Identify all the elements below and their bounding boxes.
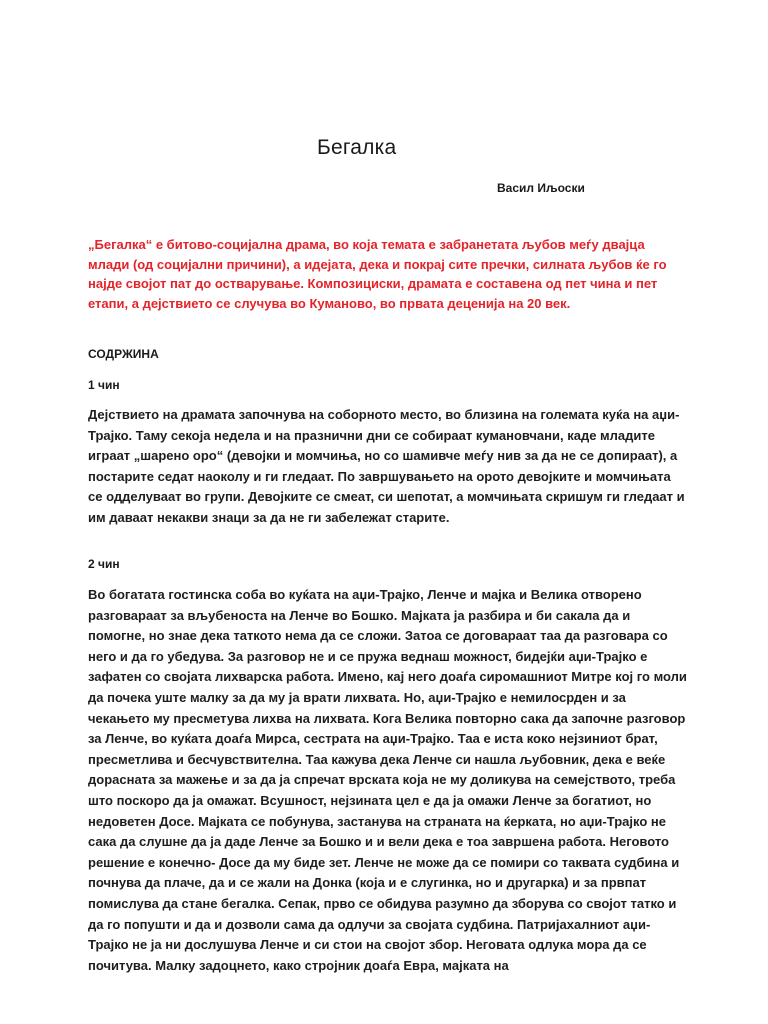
intro-paragraph: „Бегалка“ е битово-социјална драма, во која темата е забранетата љубов меѓу двајца млади (од социјални причини), а идејата, дека и покрај сите пречки, силната љубов ќе го најде својот пат до остварување. Композициски, драмата е составена од пет чина и пет етапи, а дејствието се случува во Куманово, во првата деценија на 20 век. [88, 237, 667, 311]
act-1-heading: 1 чин [88, 378, 120, 392]
act-2-heading: 2 чин [88, 557, 120, 571]
document-title: Бегалка [317, 136, 397, 159]
act-1-paragraph: Дејствието на драмата започнува на соборното место, во близина на големата куќа на аџи-Трајко. Таму секоја недела и на празнични дни се собираат кумановчани, каде младите играат „шарено оро“ (девојки и момчиња, но со шамивче меѓу нив за да не се допираат), а постарите седат наоколу и ги гледаат. По завршувањето на орото девојките и момчињата се одделуваат во групи. Девојките се смеат, си шепотат, а момчињата скришум ги гледаат и им даваат некакви знаци за да не ги забележат старите. [88, 407, 685, 525]
document-author: Васил Иљоски [497, 181, 585, 195]
contents-heading: СОДРЖИНА [88, 347, 159, 361]
act-2-paragraph: Во богатата гостинска соба во куќата на аџи-Трајко, Ленче и мајка и Велика отворено разговараат за вљубеноста на Ленче во Бошко. Мајката ја разбира и би сакала да и помогне, но знае дека таткото нема да се сложи. Затоа се договараат таа да разговара со него и да го убедува. За разговор не и се пружа веднаш можност, бидејќи аџи-Трајко е зафатен со својата лихварска работа. Имено, кај него доаѓа сиромашниот Митре кој го моли да почека уште малку за да му ја врати лихвата. Но, аџи-Трајко е немилосрден и за чекањето му пресметува лихва на лихвата. Кога Велика повторно сака да започне разговор за Ленче, во куќата доаѓа Мирса, сестрата на аџи-Трајко. Таа е иста коко нејзиниот брат, пресметлива и бесчувствителна. Таа кажува дека Ленче си нашла љубовник, дека е веќе дорасната за мажење и за да ја спречат врската која не му доликува на семејството, треба што поскоро да ја омажат. Всушност, нејзината цел е да ја омажи Ленче за богатиот, но недоветен Досе. Мајката се побунува, застанува на страната на ќерката, но аџи-Трајко не сака да слушне да ја даде Ленче за Бошко и и вели дека е тоа завршена работа. Неговото решение е конечно- Досе да му биде зет. Ленче не може да се помири со таквата судбина и почнува да плаче, да и се жали на Донка (која и е слугинка, но и другарка) и за првпат помислува да стане бегалка. Сепак, прво се обидува разумно да зборува со својот татко и да го попушти и да и дозволи сама да одлучи за својата судбина. Патријахалниот аџи-Трајко не ја ни дослушува Ленче и си стои на својот збор. Неговата одлука мора да се почитува. Малку задоцнето, како стројник доаѓа Евра, мајката на [88, 587, 687, 973]
